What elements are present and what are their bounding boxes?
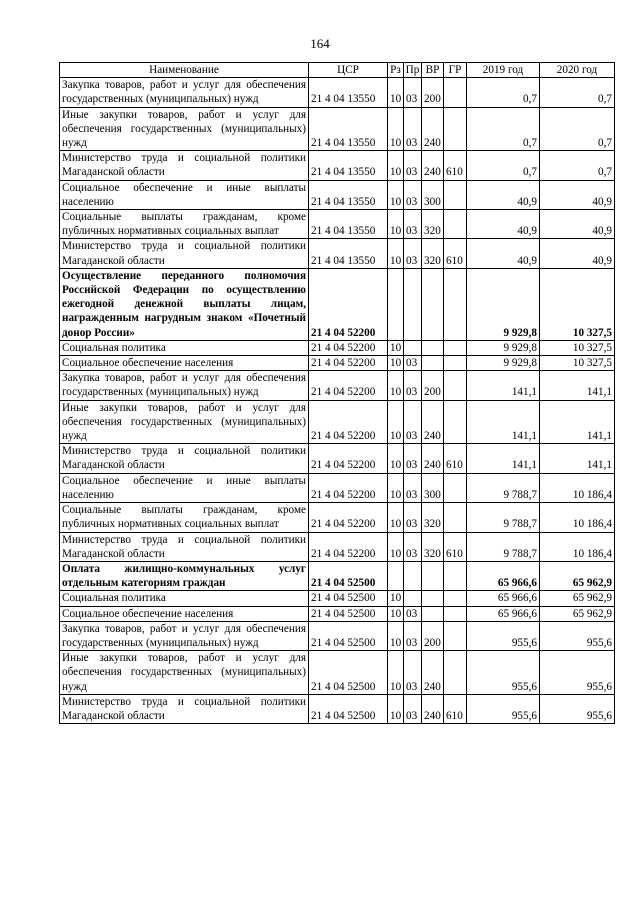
row-gr-cell [444, 268, 467, 340]
row-csr-cell: 21 4 04 52200 [309, 400, 388, 444]
table-header-row [60, 63, 615, 78]
row-pr-cell: 03 [404, 503, 422, 532]
row-csr-cell: 21 4 04 13550 [309, 180, 388, 209]
row-rz-cell: 10 [388, 180, 404, 209]
row-csr-cell: 21 4 04 52200 [309, 473, 388, 502]
page-number: 164 [310, 36, 330, 51]
row-vr-cell: 320 [422, 239, 444, 268]
row-csr-cell: 21 4 04 52500 [309, 606, 388, 621]
header-vr: ВР [422, 63, 444, 78]
row-vr-cell: 200 [422, 78, 444, 107]
table-row [60, 503, 615, 532]
row-name-cell: Министерство труда и социальной политики Магаданской области [60, 239, 309, 268]
row-pr-cell: 03 [404, 107, 422, 151]
row-pr-cell: 03 [404, 78, 422, 107]
row-pr-cell: 03 [404, 532, 422, 561]
row-2020-cell: 955,6 [540, 621, 615, 650]
row-rz-cell: 10 [388, 400, 404, 444]
row-name-cell: Закупка товаров, работ и услуг для обеспечения государственных (муниципальных) нужд [60, 78, 309, 107]
row-csr-cell: 21 4 04 52200 [309, 444, 388, 473]
row-pr-cell: 03 [404, 621, 422, 650]
table-row [60, 444, 615, 473]
table-row [60, 107, 615, 151]
row-rz-cell: 10 [388, 473, 404, 502]
row-pr-cell: 03 [404, 473, 422, 502]
row-pr-cell: 03 [404, 151, 422, 180]
table-row [60, 532, 615, 561]
row-rz-cell [388, 268, 404, 340]
table-row [60, 210, 615, 239]
row-2019-cell: 65 966,6 [467, 606, 540, 621]
row-pr-cell: 03 [404, 210, 422, 239]
row-gr-cell [444, 591, 467, 606]
row-name-cell: Социальное обеспечение и иные выплаты населению [60, 473, 309, 502]
row-vr-cell: 240 [422, 107, 444, 151]
row-2019-cell: 40,9 [467, 180, 540, 209]
row-2020-cell: 10 186,4 [540, 503, 615, 532]
row-name-cell: Министерство труда и социальной политики Магаданской области [60, 532, 309, 561]
row-2020-cell: 65 962,9 [540, 561, 615, 590]
row-2019-cell: 65 966,6 [467, 561, 540, 590]
row-vr-cell [422, 561, 444, 590]
row-gr-cell [444, 473, 467, 502]
row-rz-cell: 10 [388, 239, 404, 268]
row-csr-cell: 21 4 04 52500 [309, 561, 388, 590]
row-name-cell: Министерство труда и социальной политики Магаданской области [60, 444, 309, 473]
row-2019-cell: 955,6 [467, 694, 540, 723]
budget-table [59, 62, 615, 724]
row-gr-cell [444, 400, 467, 444]
table-row [60, 371, 615, 400]
row-vr-cell: 320 [422, 503, 444, 532]
row-vr-cell: 200 [422, 621, 444, 650]
row-2019-cell: 0,7 [467, 107, 540, 151]
row-rz-cell [388, 561, 404, 590]
row-csr-cell: 21 4 04 52500 [309, 621, 388, 650]
row-2020-cell: 0,7 [540, 151, 615, 180]
row-2020-cell: 40,9 [540, 210, 615, 239]
row-gr-cell [444, 210, 467, 239]
row-csr-cell: 21 4 04 52200 [309, 340, 388, 355]
row-vr-cell: 300 [422, 180, 444, 209]
row-vr-cell [422, 606, 444, 621]
row-name-cell: Оплата жилищно-коммунальных услуг отдельным категориям граждан [60, 561, 309, 590]
row-2020-cell: 10 327,5 [540, 268, 615, 340]
row-name-cell: Закупка товаров, работ и услуг для обеспечения государственных (муниципальных) нужд [60, 371, 309, 400]
row-2020-cell: 955,6 [540, 694, 615, 723]
row-2020-cell: 141,1 [540, 444, 615, 473]
row-2020-cell: 141,1 [540, 371, 615, 400]
table-row [60, 561, 615, 590]
row-vr-cell: 240 [422, 151, 444, 180]
table-body [60, 78, 615, 724]
row-rz-cell: 10 [388, 444, 404, 473]
row-csr-cell: 21 4 04 13550 [309, 210, 388, 239]
header-rz: Рз [388, 63, 404, 78]
row-vr-cell: 320 [422, 532, 444, 561]
row-2020-cell: 65 962,9 [540, 606, 615, 621]
row-name-cell: Социальное обеспечение и иные выплаты населению [60, 180, 309, 209]
row-2020-cell: 10 186,4 [540, 473, 615, 502]
row-name-cell: Социальное обеспечение населения [60, 356, 309, 371]
row-csr-cell: 21 4 04 52200 [309, 268, 388, 340]
table-row [60, 400, 615, 444]
row-vr-cell: 240 [422, 400, 444, 444]
row-vr-cell: 320 [422, 210, 444, 239]
table-row [60, 340, 615, 355]
row-2020-cell: 40,9 [540, 239, 615, 268]
row-gr-cell [444, 107, 467, 151]
row-name-cell: Министерство труда и социальной политики Магаданской области [60, 694, 309, 723]
row-2019-cell: 9 788,7 [467, 503, 540, 532]
row-pr-cell: 03 [404, 694, 422, 723]
row-csr-cell: 21 4 04 52200 [309, 503, 388, 532]
row-2019-cell: 40,9 [467, 239, 540, 268]
row-gr-cell: 610 [444, 444, 467, 473]
table-row [60, 591, 615, 606]
row-pr-cell: 03 [404, 371, 422, 400]
row-gr-cell [444, 651, 467, 695]
row-name-cell: Социальные выплаты гражданам, кроме публичных нормативных социальных выплат [60, 210, 309, 239]
row-vr-cell [422, 340, 444, 355]
row-gr-cell [444, 503, 467, 532]
table-row [60, 356, 615, 371]
row-csr-cell: 21 4 04 52500 [309, 651, 388, 695]
row-name-cell: Иные закупки товаров, работ и услуг для обеспечения государственных (муниципальных) нужд [60, 107, 309, 151]
row-2020-cell: 10 186,4 [540, 532, 615, 561]
row-pr-cell [404, 561, 422, 590]
row-pr-cell: 03 [404, 444, 422, 473]
row-2019-cell: 141,1 [467, 400, 540, 444]
row-csr-cell: 21 4 04 52200 [309, 532, 388, 561]
row-gr-cell: 610 [444, 694, 467, 723]
header-name: Наименование [60, 63, 309, 78]
row-2020-cell: 0,7 [540, 107, 615, 151]
row-vr-cell [422, 356, 444, 371]
row-csr-cell: 21 4 04 13550 [309, 78, 388, 107]
row-pr-cell: 03 [404, 180, 422, 209]
row-2019-cell: 9 929,8 [467, 356, 540, 371]
row-csr-cell: 21 4 04 13550 [309, 107, 388, 151]
row-2020-cell: 65 962,9 [540, 591, 615, 606]
table-row [60, 78, 615, 107]
row-2020-cell: 955,6 [540, 651, 615, 695]
row-2019-cell: 9 929,8 [467, 340, 540, 355]
table-row [60, 621, 615, 650]
row-rz-cell: 10 [388, 340, 404, 355]
row-name-cell: Социальное обеспечение населения [60, 606, 309, 621]
row-gr-cell [444, 561, 467, 590]
row-rz-cell: 10 [388, 694, 404, 723]
row-gr-cell [444, 606, 467, 621]
row-vr-cell: 300 [422, 473, 444, 502]
header-2019: 2019 год [467, 63, 540, 78]
table-row [60, 239, 615, 268]
row-csr-cell: 21 4 04 13550 [309, 239, 388, 268]
row-rz-cell: 10 [388, 532, 404, 561]
row-pr-cell: 03 [404, 606, 422, 621]
table-row [60, 473, 615, 502]
row-2019-cell: 0,7 [467, 78, 540, 107]
row-name-cell: Иные закупки товаров, работ и услуг для обеспечения государственных (муниципальных) нужд [60, 400, 309, 444]
row-2019-cell: 141,1 [467, 371, 540, 400]
row-rz-cell: 10 [388, 371, 404, 400]
row-vr-cell [422, 591, 444, 606]
row-rz-cell: 10 [388, 107, 404, 151]
row-gr-cell [444, 371, 467, 400]
row-name-cell: Министерство труда и социальной политики Магаданской области [60, 151, 309, 180]
header-gr: ГР [444, 63, 467, 78]
row-gr-cell: 610 [444, 239, 467, 268]
table-row [60, 651, 615, 695]
row-csr-cell: 21 4 04 52200 [309, 356, 388, 371]
row-2019-cell: 955,6 [467, 651, 540, 695]
row-pr-cell [404, 268, 422, 340]
row-2019-cell: 955,6 [467, 621, 540, 650]
row-name-cell: Социальная политика [60, 591, 309, 606]
row-2019-cell: 40,9 [467, 210, 540, 239]
row-pr-cell: 03 [404, 400, 422, 444]
row-name-cell: Иные закупки товаров, работ и услуг для обеспечения государственных (муниципальных) нужд [60, 651, 309, 695]
row-name-cell: Социальные выплаты гражданам, кроме публичных нормативных социальных выплат [60, 503, 309, 532]
row-csr-cell: 21 4 04 13550 [309, 151, 388, 180]
row-csr-cell: 21 4 04 52200 [309, 371, 388, 400]
row-2020-cell: 0,7 [540, 78, 615, 107]
row-rz-cell: 10 [388, 606, 404, 621]
row-gr-cell [444, 180, 467, 209]
row-vr-cell: 240 [422, 444, 444, 473]
row-2019-cell: 9 788,7 [467, 532, 540, 561]
row-rz-cell: 10 [388, 621, 404, 650]
row-2020-cell: 40,9 [540, 180, 615, 209]
header-pr: Пр [404, 63, 422, 78]
row-vr-cell [422, 268, 444, 340]
row-gr-cell [444, 621, 467, 650]
row-gr-cell: 610 [444, 532, 467, 561]
row-name-cell: Закупка товаров, работ и услуг для обеспечения государственных (муниципальных) нужд [60, 621, 309, 650]
row-2019-cell: 9 788,7 [467, 473, 540, 502]
row-gr-cell [444, 340, 467, 355]
table-row [60, 694, 615, 723]
row-rz-cell: 10 [388, 503, 404, 532]
row-pr-cell: 03 [404, 356, 422, 371]
row-2020-cell: 10 327,5 [540, 356, 615, 371]
row-2019-cell: 9 929,8 [467, 268, 540, 340]
row-name-cell: Осуществление переданного полномочия Российской Федерации по осуществлению ежегодной денежной выплаты лицам, награжденным нагрудным знаком «Почетный донор России» [60, 268, 309, 340]
row-2019-cell: 0,7 [467, 151, 540, 180]
row-vr-cell: 240 [422, 651, 444, 695]
row-csr-cell: 21 4 04 52500 [309, 591, 388, 606]
row-csr-cell: 21 4 04 52500 [309, 694, 388, 723]
table-row [60, 268, 615, 340]
row-gr-cell [444, 356, 467, 371]
row-2020-cell: 141,1 [540, 400, 615, 444]
row-rz-cell: 10 [388, 210, 404, 239]
row-rz-cell: 10 [388, 651, 404, 695]
row-rz-cell: 10 [388, 151, 404, 180]
row-2020-cell: 10 327,5 [540, 340, 615, 355]
row-2019-cell: 65 966,6 [467, 591, 540, 606]
row-pr-cell [404, 591, 422, 606]
row-rz-cell: 10 [388, 356, 404, 371]
header-2020: 2020 год [540, 63, 615, 78]
row-gr-cell [444, 78, 467, 107]
row-rz-cell: 10 [388, 591, 404, 606]
table-row [60, 606, 615, 621]
row-vr-cell: 200 [422, 371, 444, 400]
row-2019-cell: 141,1 [467, 444, 540, 473]
row-pr-cell: 03 [404, 239, 422, 268]
row-pr-cell [404, 340, 422, 355]
table-row [60, 180, 615, 209]
row-gr-cell: 610 [444, 151, 467, 180]
row-name-cell: Социальная политика [60, 340, 309, 355]
row-vr-cell: 240 [422, 694, 444, 723]
row-rz-cell: 10 [388, 78, 404, 107]
row-pr-cell: 03 [404, 651, 422, 695]
header-csr: ЦСР [309, 63, 388, 78]
table-row [60, 151, 615, 180]
